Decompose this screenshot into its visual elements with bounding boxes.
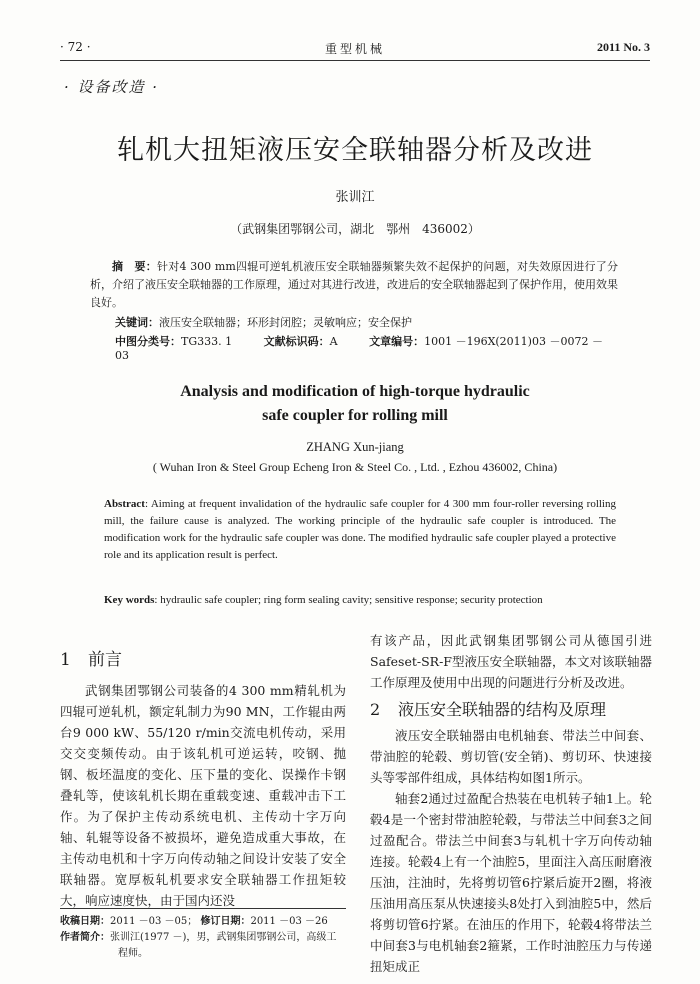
section-2-para-2: 轴套2通过过盈配合热装在电机转子轴1上。轮毂4是一个密封带油腔轮毂，与带法兰中间套3之间过盈配合。带法兰中间套3与轧机十字万向传动轴连接。轮毂4上有一个油腔5，里面注入高压耐磨液压油，注油时，先将剪切管6拧紧后旋开2圈，将液压油用高压泵从快速接头8处打入到油腔5中，然后将剪切管6拧紧。在油压的作用下，轮毂4将带法兰中间套3与电机轴套2箍紧，工作时油腔压力与传递扭矩成正 (370, 791, 652, 974)
abstract-label: 摘 要： (112, 260, 157, 273)
title-en-line2: safe coupler for rolling mill (262, 407, 448, 424)
abstract-en-label: Abstract (104, 498, 145, 510)
section-1-heading (60, 650, 346, 672)
title-en-line1: Analysis and modification of high-torque hydraulic (180, 383, 530, 400)
header-rule (60, 60, 650, 61)
keywords-label: 关键词： (115, 316, 159, 329)
right-column (370, 630, 652, 977)
keywords-en-text: : hydraulic safe coupler; ring form sealing cavity; sensitive response; security protection (154, 594, 543, 606)
abstract-en (104, 496, 616, 564)
abstract-cn (90, 258, 618, 312)
section-1-text: 武钢集团鄂钢公司装备的4 300 mm精轧机为四辊可逆轧机，额定轧制力为90 MN，工作辊由两台9 000 kW、55/120 r/min交流电机传动，采用交交变频传动。由于该轧机可逆运转，咬钢、抛钢、板坯温度的变化、压下量的变化、误操作卡钢叠轧等，使该轧机长期在重载变速、重载冲击下工作。为了保护主传动系统电机、主传动十字万向轴、轧辊等设备不被损坏，避免造成重大事故，在主传动电机和十字万向传动轴之间设计安装了安全联轴器。宽厚板轧机要求安全联轴器工作扭矩较大，响应速度快，由于国内还没 (60, 683, 346, 908)
clc-label: 中图分类号： (115, 335, 181, 348)
column-tag: · 设备改造 · (64, 78, 160, 96)
clc-value: TG333. 1 (181, 335, 233, 348)
article-no-label: 文章编号： (369, 335, 425, 348)
journal-name: 重型机械 (324, 42, 385, 56)
doc-code-value: A (329, 335, 338, 348)
section-1-number: 1 (60, 650, 71, 670)
section-2-number: 2 (370, 700, 381, 719)
author-name: 张训江 (335, 190, 375, 205)
abstract-text: 针对4 300 mm四辊可逆轧机液压安全联轴器频繁失效不起保护的问题，对失效原因进行了分析，介绍了液压安全联轴器的工作原理，通过对其进行改进，改进后的安全联轴器起到了保护作用，使用效果良好。 (90, 260, 618, 309)
section-2-title: 液压安全联轴器的结构及原理 (398, 700, 607, 719)
section-2-heading (370, 699, 652, 721)
left-column (60, 650, 346, 911)
classification-cn (115, 333, 615, 362)
author-bio-cont: 程师。 (118, 948, 148, 959)
paper-title: 轧机大扭矩液压安全联轴器分析及改进 (117, 135, 593, 166)
keywords-en-label: Key words (104, 594, 155, 606)
affiliation: （武钢集团鄂钢公司，湖北 鄂州 436002） (230, 222, 480, 236)
received-date: 2011 －03 －05； (110, 916, 198, 927)
footnote-rule (60, 908, 346, 909)
author-name-en: ZHANG Xun-jiang (306, 440, 404, 454)
issue-number: 2011 No. 3 (596, 40, 650, 54)
keywords-cn (115, 314, 412, 330)
doc-code-label: 文献标识码： (263, 335, 330, 348)
page-number: · 72 · (60, 40, 91, 54)
revised-label: 修订日期： (200, 916, 251, 927)
revised-date: 2011 －03 －26 (250, 916, 328, 927)
bio-label: 作者简介： (60, 932, 110, 943)
article-no-value: 1001 －196X(2011)03 －0072 －03 (115, 335, 603, 362)
keywords-en (104, 594, 616, 606)
paper-title-en (60, 380, 650, 428)
section-2-para-1: 液压安全联轴器由电机轴套、带法兰中间套、带油腔的轮毂、剪切管(安全销)、剪切环、快速接头等零部件组成，具体结构如图1所示。 (370, 728, 652, 785)
section-1-title: 前言 (88, 650, 122, 670)
footnote (60, 914, 346, 962)
affiliation-en: ( Wuhan Iron & Steel Group Echeng Iron & Steel Co. , Ltd. , Ezhou 436002, China) (152, 460, 558, 474)
running-header (60, 40, 650, 60)
received-label: 收稿日期： (60, 916, 110, 927)
continuation-text: 有该产品，因此武钢集团鄂钢公司从德国引进Safeset-SR-F型液压安全联轴器，本文对该联轴器工作原理及使用中出现的问题进行分析及改进。 (370, 633, 652, 690)
abstract-en-text: : Aiming at frequent invalidation of the hydraulic safe coupler for 4 300 mm four-roller reversing rolling mill, the failure cause is analyzed. The working principle of the hydraulic safe coupler is introduced. The modification work for the hydraulic safe coupler was done. The modified hydraulic safe coupler played a protective role and its application result is perfect. (104, 498, 616, 561)
author-bio: 张训江(1977 －)，男，武钢集团鄂钢公司，高级工 (110, 932, 337, 943)
keywords-text: 液压安全联轴器；环形封闭腔；灵敏响应；安全保护 (159, 316, 412, 329)
